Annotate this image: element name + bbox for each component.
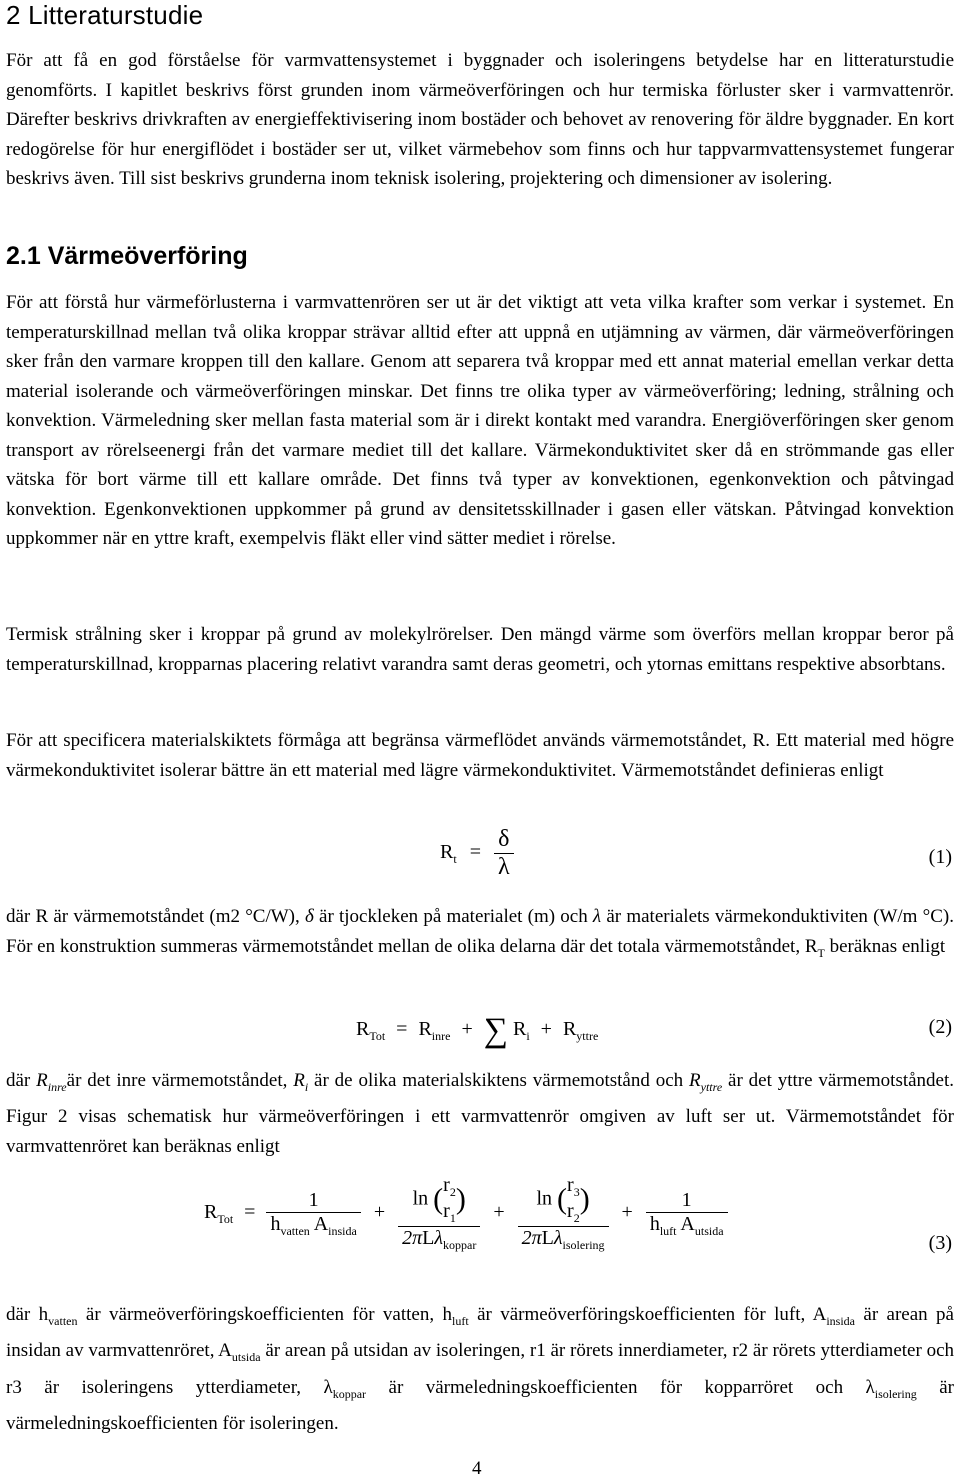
eq2-sub-tot: Tot (369, 1029, 386, 1043)
pf-t3: är värmeöverföringskoefficienten för luft, A (468, 1304, 827, 1325)
eq3-sub-insida: insida (328, 1223, 357, 1238)
eq3-r: R (204, 1201, 218, 1224)
section-heading: 2.1 Värmeöverföring (6, 242, 248, 270)
eq3-twopi-2: 2π (521, 1227, 542, 1249)
pf-t7: är värmeledningskoefficienten för isoleringen. (6, 1376, 954, 1434)
equation-2 (356, 1012, 598, 1050)
pe-text-2: är det inre värmemotståndet, (66, 1070, 294, 1091)
pe-text-1: där (6, 1070, 37, 1091)
eq3-ln-1: ln (412, 1187, 429, 1210)
eq3-a-utsida: A (680, 1212, 695, 1235)
eq1-lhs: R (440, 841, 454, 864)
equation-1-number: (1) (928, 846, 952, 868)
heat-transfer-paragraph: För att förstå hur värmeförlusterna i varmvattenrören ser ut är det viktigt att veta vilka krafter som verkar i systemet. En temperaturskillnad mellan två olika kroppar strävar alltid efter att uppnå en utjämning av värmen, där värmeöverföringen sker från den varmare kroppen till den kallare. Genom att separera två kroppar med ett annat material emellan verkar detta material isolerande och värmeöverföringen minskar. Det finns tre olika typer av värmeöverföring; ledning, strålning och konvektion. Värmeledning sker mellan fasta material som är i direkt kontakt med varandra. Energiöverföringen sker genom transport av rörelseenergi från det varmare mediet till det kallare. Värmekonduktivitet sker då en strömmande gas eller vätska för bort värme till ett kallare område. Det finns två typer av konvektionen, egenkonvektion och påtvingad konvektion. Egenkonvektionen uppkommer på grund av densitetsskillnader i gasen eller vätskan. Påtvingad konvektion uppkommer när en yttre kraft, exempelvis fläkt eller vind sätter mediet i rörelse. (6, 292, 954, 549)
eq3-r3: r (567, 1174, 574, 1196)
pe-r-i: R (293, 1070, 305, 1091)
eq3-s2b: 2 (573, 1211, 580, 1225)
eq3-sub-koppar: koppar (443, 1238, 477, 1252)
eq3-frac3-den (518, 1227, 609, 1253)
pf-s3: insida (826, 1313, 855, 1328)
eq2-r-yttre: R (562, 1018, 577, 1040)
eq3-r2a: r (443, 1174, 450, 1196)
pe-r-i-sub: i (304, 1079, 309, 1094)
pd-sub-t: T (817, 945, 825, 960)
eq3-ln-2: ln (536, 1187, 553, 1210)
pd-delta: δ (304, 906, 314, 927)
eq3-plus-1: + (373, 1201, 386, 1224)
resistance-sum-paragraph (6, 1066, 954, 1161)
eq3-a-insida: A (313, 1212, 329, 1235)
eq2-plus-1: + (461, 1018, 473, 1040)
pd-text-4: beräknas enligt (824, 935, 946, 957)
pe-r-yttre-sub: yttre (700, 1079, 723, 1094)
pf-s2: luft (452, 1313, 469, 1328)
eq2-equals: = (396, 1018, 408, 1040)
eq3-frac1-den (266, 1213, 360, 1239)
pd-text-3: är materialets värmekonduktiviten (W/m °C). För en konstruktion summeras värmemotståndet mellan de olika delarna där det totala värmemotståndet, R (6, 906, 954, 957)
pd-text-1: där R är värmemotståndet (m2 °C/W), (6, 906, 305, 927)
eq1-equals: = (469, 841, 481, 864)
pe-r-inre-sub: inre (47, 1079, 67, 1094)
pf-s5: koppar (332, 1386, 367, 1401)
pf-t2: är värmeöverföringskoefficienten för vatten, h (77, 1304, 452, 1325)
pf-s6: isolering (874, 1386, 917, 1401)
eq1-denominator: λ (497, 854, 510, 880)
radiation-paragraph: Termisk strålning sker i kroppar på grund av molekylrörelser. Den mängd värme som överförs mellan kroppar beror på temperaturskillnad, kropparnas placering relativt varandra samt deras geometri, och ytornas emittans respektive absorbtans. (6, 624, 954, 675)
eq2-r-i: R (512, 1018, 527, 1040)
eq1-numerator: δ (494, 826, 514, 854)
eq3-fraction-4 (646, 1189, 728, 1239)
pf-t1: där h (6, 1304, 49, 1325)
eq3-frac3-num: ln ( $r_3$ $r_2$ ) (518, 1174, 609, 1227)
eq3-sub-isolering: isolering (562, 1238, 605, 1252)
eq3-frac2-num: ln ( $r_2$ $r_1$ ) (398, 1174, 480, 1227)
eq3-lambda-1: λ (434, 1227, 444, 1249)
thermal-resistance-paragraph: För att specificera materialskiktets förmåga att begränsa värmeflödet används värmemotståndet, R. Ett material med högre värmekonduktivitet isolerar bättre än ett material med lägre värmekonduktivitet. Värmemotståndet definieras enligt (6, 730, 954, 781)
pe-r-yttre: R (689, 1070, 701, 1091)
eq3-fraction-2 (398, 1174, 480, 1253)
pf-t6: är värmeledningskoefficienten för kopparröret och λ (366, 1376, 875, 1398)
chapter-heading: 2 Litteraturstudie (6, 0, 204, 30)
eq3-s2a: 2 (449, 1185, 456, 1199)
eq1-fraction (494, 826, 514, 881)
eq3-sub-vatten: vatten (280, 1223, 310, 1238)
equation-3 (204, 1174, 728, 1253)
eq3-frac2-den (398, 1227, 480, 1253)
eq3-frac1-num: 1 (266, 1189, 360, 1213)
variables-paragraph (6, 1300, 954, 1438)
equation-3-number: (3) (928, 1232, 952, 1254)
eq2-sum: ∑ (483, 1012, 508, 1049)
pe-r-inre: R (36, 1070, 48, 1091)
eq3-l-2: L (541, 1227, 554, 1249)
eq3-sub-luft: luft (659, 1223, 677, 1238)
eq3-s1: 1 (449, 1211, 456, 1225)
eq3-ratio-2 (567, 1174, 580, 1226)
eq3-lambda-2: λ (553, 1227, 563, 1249)
pd-text-2: är tjockleken på materialet (m) och (313, 906, 593, 927)
pe-text-4: är det yttre värmemotståndet. Figur 2 visas schematisk hur värmeöverföringen i ett varmvattenrör omgiven av luft ser ut. Värmemotståndet för varmvattenröret kan beräknas enligt (6, 1070, 955, 1157)
eq2-sub-i: i (526, 1029, 530, 1043)
eq3-plus-2: + (493, 1201, 505, 1224)
pf-t4: är arean på insidan av varmvattenröret, A (6, 1304, 954, 1362)
eq3-ratio-1 (443, 1174, 456, 1226)
eq3-h-luft: h (649, 1212, 660, 1235)
eq2-r-inre: R (418, 1018, 432, 1040)
eq3-h-vatten: h (270, 1212, 281, 1235)
eq3-twopi-1: 2π (402, 1227, 423, 1249)
pe-text-3: är de olika materialskiktens värmemotstånd och (308, 1070, 690, 1091)
intro-paragraph: För att få en god förståelse för varmvattensystemet i byggnader och isoleringens betydelse har en litteraturstudie genomförts. I kapitlet beskrivs först grunden inom värmeöverföringen och hur termiska förluster sker i varmvattenrör. Därefter beskrivs drivkraften av energieffektivisering inom bostäder och behovet av renovering för äldre byggnader. En kort redogörelse för hur energiflödet i bostäder ser ut, vilket värmebehov som finns och hur tappvarmvattensystemet fungerar beskrivs även. Till sist beskrivs grunderna inom teknisk isolering, projektering och dimensioner av isolering. (6, 50, 954, 189)
eq3-sub-tot: Tot (217, 1212, 234, 1227)
eq3-s3: 3 (573, 1185, 580, 1199)
eq2-sub-yttre: yttre (576, 1029, 599, 1043)
eq3-equals: = (244, 1201, 256, 1224)
eq3-fraction-1 (266, 1189, 360, 1239)
eq3-r2b: r (567, 1200, 574, 1222)
eq3-frac4-num: 1 (646, 1189, 728, 1213)
resistance-definition-paragraph (6, 902, 954, 968)
pf-s4: utsida (231, 1350, 261, 1365)
pf-t5: är arean på utsidan av isoleringen, r1 är rörets innerdiameter, r2 är rörets ytterdiameter och r3 är isoleringens ytterdiameter, λ (6, 1340, 954, 1398)
eq2-plus-2: + (540, 1018, 552, 1040)
eq2-sub-inre: inre (431, 1029, 451, 1043)
eq2-r-tot: R (356, 1018, 370, 1040)
pf-s1: vatten (48, 1313, 78, 1328)
eq3-fraction-3 (518, 1174, 609, 1253)
equation-2-number: (2) (928, 1016, 952, 1038)
eq3-r1: r (443, 1200, 450, 1222)
eq3-frac4-den (646, 1213, 728, 1239)
eq3-sub-utsida: utsida (694, 1223, 724, 1238)
eq3-plus-3: + (621, 1201, 633, 1224)
pd-lambda: λ (592, 906, 602, 927)
eq1-lhs-sub: t (453, 852, 457, 867)
eq3-l-1: L (422, 1227, 435, 1249)
page-number: 4 (472, 1458, 482, 1479)
equation-1 (440, 826, 514, 881)
